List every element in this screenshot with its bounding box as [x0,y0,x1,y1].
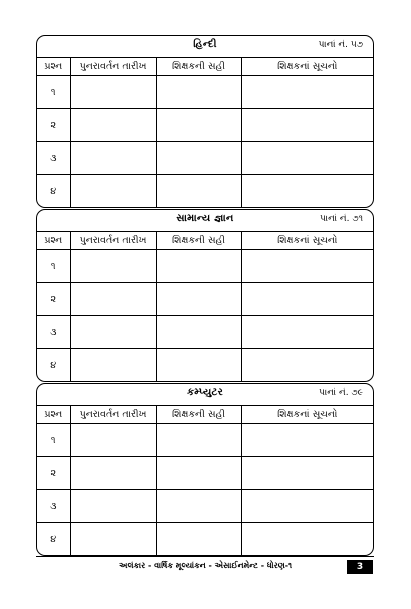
remarks-cell [241,424,373,457]
question-number: ૧ [37,424,70,457]
section-computer [36,383,374,556]
section-general-knowledge [36,209,374,382]
table-row [37,250,373,283]
revision-table [37,58,373,207]
column-header-teacher-remarks: શિક્ષકનાં સૂચનો [241,406,373,424]
section-header [37,36,373,58]
signature-cell [156,316,241,349]
column-header-teacher-signature: શિક્ષકની સહી [156,232,241,250]
column-header-question: પ્રશ્ન [37,406,70,424]
table-header-row [37,232,373,250]
signature-cell [156,142,241,175]
remarks-cell [241,76,373,109]
page-number: 3 [347,560,373,574]
revision-date-cell [70,250,156,283]
question-number: ૨ [37,109,70,142]
column-header-question: પ્રશ્ન [37,58,70,76]
section-title: સામાન્ય જ્ઞાન [176,213,234,224]
table-row [37,283,373,316]
revision-table [37,232,373,381]
question-number: ૧ [37,76,70,109]
table-row [37,142,373,175]
signature-cell [156,283,241,316]
remarks-cell [241,142,373,175]
table-row [37,349,373,382]
question-number: ૨ [37,283,70,316]
section-hindi [36,35,374,208]
column-header-teacher-signature: શિક્ષકની સહી [156,406,241,424]
revision-date-cell [70,349,156,382]
remarks-cell [241,457,373,490]
section-page-ref: પાનાં નં. ૫૭ [318,40,363,50]
table-header-row [37,58,373,76]
remarks-cell [241,175,373,208]
section-title: કમ્પ્યુટર [187,387,223,398]
question-number: ૩ [37,142,70,175]
revision-date-cell [70,523,156,556]
question-number: ૩ [37,490,70,523]
question-number: ૨ [37,457,70,490]
table-header-row [37,406,373,424]
remarks-cell [241,523,373,556]
question-number: ૧ [37,250,70,283]
signature-cell [156,457,241,490]
revision-date-cell [70,76,156,109]
question-number: ૩ [37,316,70,349]
question-number: ૪ [37,175,70,208]
table-row [37,457,373,490]
signature-cell [156,250,241,283]
revision-date-cell [70,457,156,490]
footer-text: અલંકાર - વાર્ષિક મૂલ્યાંકન - એસાઈનમેન્ટ - ધોરણ-૧ [119,561,292,570]
revision-date-cell [70,424,156,457]
remarks-cell [241,250,373,283]
question-number: ૪ [37,349,70,382]
remarks-cell [241,109,373,142]
section-header [37,384,373,406]
revision-date-cell [70,109,156,142]
column-header-revision-date: પુનરાવર્તન તારીખ [70,58,156,76]
section-title: હિન્દી [193,39,217,50]
remarks-cell [241,490,373,523]
revision-table [37,406,373,555]
column-header-question: પ્રશ્ન [37,232,70,250]
signature-cell [156,349,241,382]
signature-cell [156,76,241,109]
section-header [37,210,373,232]
revision-date-cell [70,175,156,208]
revision-date-cell [70,490,156,523]
signature-cell [156,175,241,208]
signature-cell [156,490,241,523]
column-header-teacher-signature: શિક્ષકની સહી [156,58,241,76]
section-page-ref: પાનાં નં. ૭૧ [320,214,363,224]
signature-cell [156,424,241,457]
table-row [37,424,373,457]
table-row [37,316,373,349]
remarks-cell [241,283,373,316]
table-row [37,523,373,556]
question-number: ૪ [37,523,70,556]
table-row [37,109,373,142]
remarks-cell [241,316,373,349]
revision-date-cell [70,316,156,349]
signature-cell [156,109,241,142]
revision-date-cell [70,283,156,316]
revision-date-cell [70,142,156,175]
table-row [37,175,373,208]
table-row [37,76,373,109]
remarks-cell [241,349,373,382]
signature-cell [156,523,241,556]
column-header-revision-date: પુનરાવર્તન તારીખ [70,406,156,424]
column-header-teacher-remarks: શિક્ષકનાં સૂચનો [241,58,373,76]
footer-divider [36,556,374,557]
column-header-teacher-remarks: શિક્ષકનાં સૂચનો [241,232,373,250]
section-page-ref: પાનાં નં. ૭૯ [319,388,363,398]
table-row [37,490,373,523]
column-header-revision-date: પુનરાવર્તન તારીખ [70,232,156,250]
